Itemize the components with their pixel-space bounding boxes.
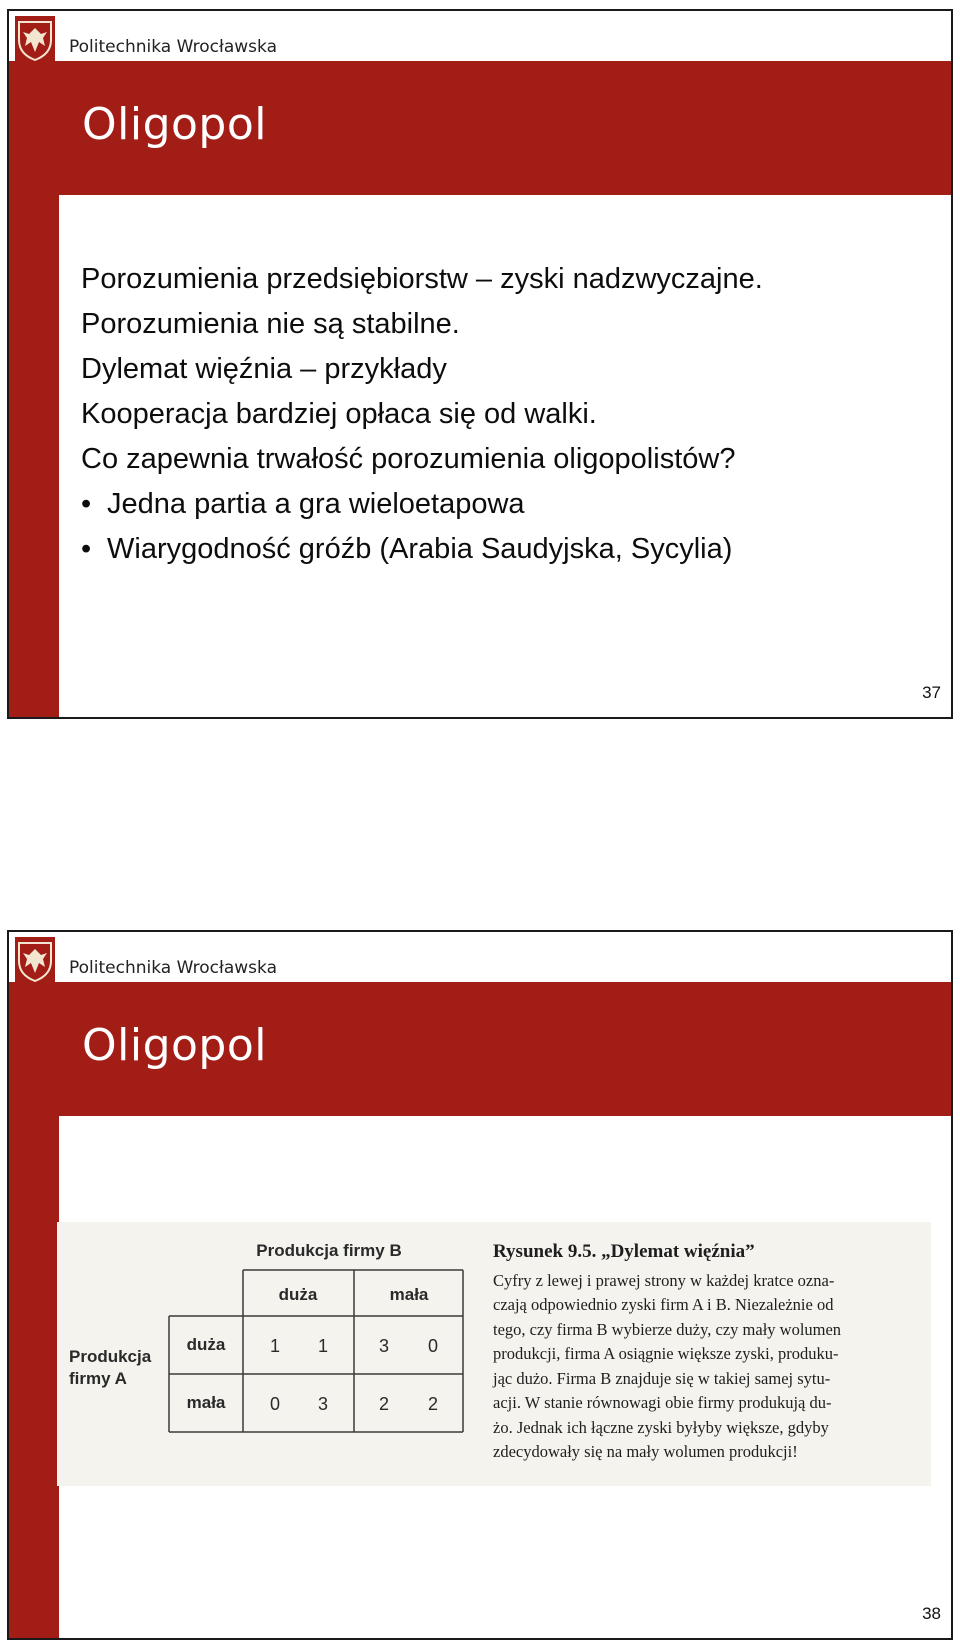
- prisoners-dilemma-figure: [57, 1222, 931, 1486]
- slide-number: 37: [922, 683, 941, 702]
- figure-caption: [493, 1240, 923, 1465]
- body-line: Dylemat więźnia – przykłady: [81, 353, 447, 385]
- payoff-cell: 0: [269, 1394, 281, 1414]
- slide-title: Oligopol: [82, 99, 268, 150]
- bullet-text: Jedna partia a gra wieloetapowa: [107, 488, 525, 520]
- left-accent-bar: [9, 61, 59, 717]
- row-header: Produkcja: [69, 1347, 152, 1366]
- body-line: Porozumienia nie są stabilne.: [81, 308, 460, 340]
- slide-body: [81, 257, 941, 572]
- payoff-cell: 2: [378, 1394, 390, 1414]
- row-header: firmy A: [69, 1369, 127, 1388]
- slide-number: 38: [922, 1604, 941, 1623]
- bullet-text: Wiarygodność gróźb (Arabia Saudyjska, Sycylia): [107, 533, 733, 565]
- caption-line: czają odpowiednio zyski firm A i B. Niezależnie od: [493, 1295, 834, 1314]
- eagle-crest-logo: [15, 937, 55, 983]
- caption-line: tego, czy firma B wybierze duży, czy mały wolumen: [493, 1319, 842, 1339]
- payoff-cell: 1: [269, 1336, 281, 1356]
- caption-line: zdecydowały się na mały wolumen produkcji!: [493, 1442, 798, 1461]
- payoff-cell: 0: [427, 1336, 439, 1356]
- row-label: duża: [186, 1335, 226, 1354]
- caption-line: Cyfry z lewej i prawej strony w każdej kratce ozna-: [493, 1270, 835, 1290]
- row-label: mała: [186, 1393, 226, 1412]
- caption-line: żo. Jednak ich łączne zyski byłyby większe, gdyby: [493, 1417, 829, 1437]
- slide-title: Oligopol: [82, 1020, 268, 1071]
- slide-38: [7, 930, 953, 1640]
- caption-line: acji. W stanie równowagi obie firmy produkują du-: [493, 1393, 832, 1412]
- body-line: Porozumienia przedsiębiorstw – zyski nadzwyczajne.: [81, 263, 763, 295]
- payoff-cell: 2: [427, 1394, 439, 1414]
- payoff-cell: 1: [317, 1336, 329, 1356]
- caption-title: Rysunek 9.5. „Dylemat więźnia”: [493, 1241, 755, 1262]
- body-line: Co zapewnia trwałość porozumienia oligopolistów?: [81, 443, 736, 475]
- bullet-icon: •: [81, 488, 92, 520]
- slide-37: [7, 9, 953, 719]
- column-header: Produkcja firmy B: [256, 1241, 402, 1260]
- column-label: duża: [278, 1285, 318, 1304]
- body-line: Kooperacja bardziej opłaca się od walki.: [81, 398, 597, 430]
- institution-name: Politechnika Wrocławska: [69, 958, 277, 978]
- bullet-item: [81, 482, 941, 527]
- caption-line: produkcji, firma A osiągnie większe zyski, produku-: [493, 1344, 839, 1363]
- payoff-cell: 3: [317, 1394, 329, 1414]
- bullet-icon: •: [81, 533, 92, 565]
- payoff-matrix: [57, 1222, 497, 1486]
- institution-name: Politechnika Wrocławska: [69, 37, 277, 57]
- left-accent-bar: [9, 982, 59, 1638]
- caption-line: jąc dużo. Firma B znajduje się w takiej samej sytu-: [493, 1368, 831, 1388]
- eagle-crest-logo: [15, 16, 55, 62]
- column-label: mała: [389, 1285, 429, 1304]
- bullet-item: [81, 527, 941, 572]
- payoff-cell: 3: [378, 1336, 390, 1356]
